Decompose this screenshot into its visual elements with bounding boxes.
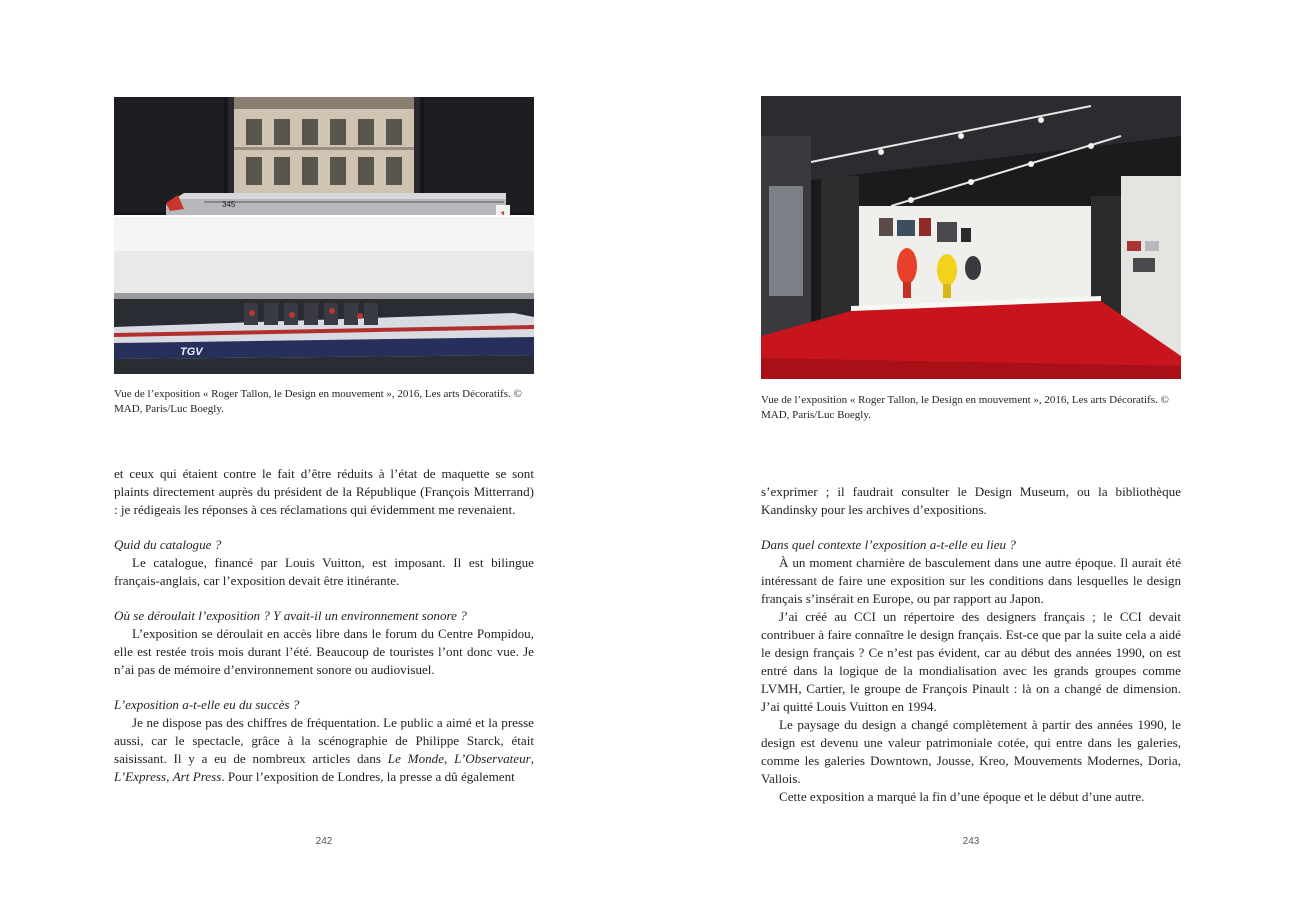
interview-answer: J’ai créé au CCI un répertoire des designers français ; le CCI devait contribuer à faire connaître le design français. Est-ce que par la suite cela a aidé le design français ? Ce n’est pas évident, car au début des années 1990, on est entré dans la logique de la mondialisation avec les grands groupes comme LVMH, Cartier, le groupe de François Pinault : là on a changé de dimension. J’ai quitté Louis Vuitton en 1994. (761, 609, 1181, 714)
interview-question: Où se déroulait l’exposition ? Y avait-il un environnement sonore ? (114, 608, 467, 623)
train-model-illustration (114, 97, 534, 374)
paragraph: et ceux qui étaient contre le fait d’être réduits à l’état de maquette se sont plaints directement auprès du président de la République (François Mitterrand) : je rédigeais les réponses à ces réclamations qui évidemment me revenaient. (114, 466, 534, 517)
photo-caption: Vue de l’exposition « Roger Tallon, le Design en mouvement », 2016, Les arts Décoratifs. © MAD, Paris/Luc Boegly. (114, 388, 522, 415)
interview-question: Dans quel contexte l’exposition a-t-elle eu lieu ? (761, 537, 1016, 552)
paragraph: s’exprimer ; il faudrait consulter le Design Museum, ou la bibliothèque Kandinsky pour les archives d’expositions. (761, 484, 1181, 517)
interview-answer: Le catalogue, financé par Louis Vuitton, est imposant. Il est bilingue français-anglais, car l’exposition devait être itinérante. (114, 555, 534, 588)
interview-answer: Cette exposition a marqué la fin d’une époque et le début d’une autre. (779, 789, 1145, 804)
page-number: 242 (315, 836, 333, 847)
interview-question: L’exposition a-t-elle eu du succès ? (114, 697, 300, 712)
tgv-logo: TGV (180, 346, 203, 358)
body-text (761, 483, 1181, 806)
train-number-label: 345 (222, 200, 236, 209)
interview-answer: L’exposition se déroulait en accès libre dans le forum du Centre Pompidou, elle est restée trois mois durant l’été. Beaucoup de touristes l’ont donc vue. Je n’ai pas de mémoire d’environnement sonore ou audiovisuel. (114, 626, 534, 677)
exhibition-photo-train-model (114, 97, 534, 374)
gallery-illustration (761, 96, 1181, 379)
press-title: Le Monde (387, 751, 445, 766)
interview-answer: À un moment charnière de basculement dans une autre époque. Il aurait été intéressant de faire une exposition sur les conditions dans lesquelles le design français s’insérait en Europe, ou par rapport au Japon. (761, 555, 1181, 606)
page-number: 243 (962, 836, 980, 847)
press-title: L’Observateur (454, 751, 531, 766)
photo-caption: Vue de l’exposition « Roger Tallon, le Design en mouvement », 2016, Les arts Décoratifs. © MAD, Paris/Luc Boegly. (761, 394, 1169, 421)
interview-answer: Le paysage du design a changé complètement à partir des années 1990, le design est devenu une valeur patrimoniale cotée, qui entre dans les galeries, comme les galeries Downtown, Jousse, Kreo, Mouvements Modernes, Doria, Vallois. (761, 717, 1181, 786)
interview-answer: Je ne dispose pas des chiffres de fréquentation. Le public a aimé et la presse aussi, car le spectacle, grâce à la scénographie de Philippe Starck, était saisissant. Il y a eu de nombreux articles dans Le Monde, L’Observateur, L’Express, Art Press. Pour l’exposition de Londres, la presse a dû également (114, 715, 535, 784)
body-text (114, 465, 534, 786)
interview-question: Quid du catalogue ? (114, 537, 222, 552)
press-title: Art Press (172, 769, 222, 784)
exhibition-photo-gallery (761, 96, 1181, 379)
press-title: L’Express (114, 769, 167, 784)
right-page (647, 0, 1294, 913)
